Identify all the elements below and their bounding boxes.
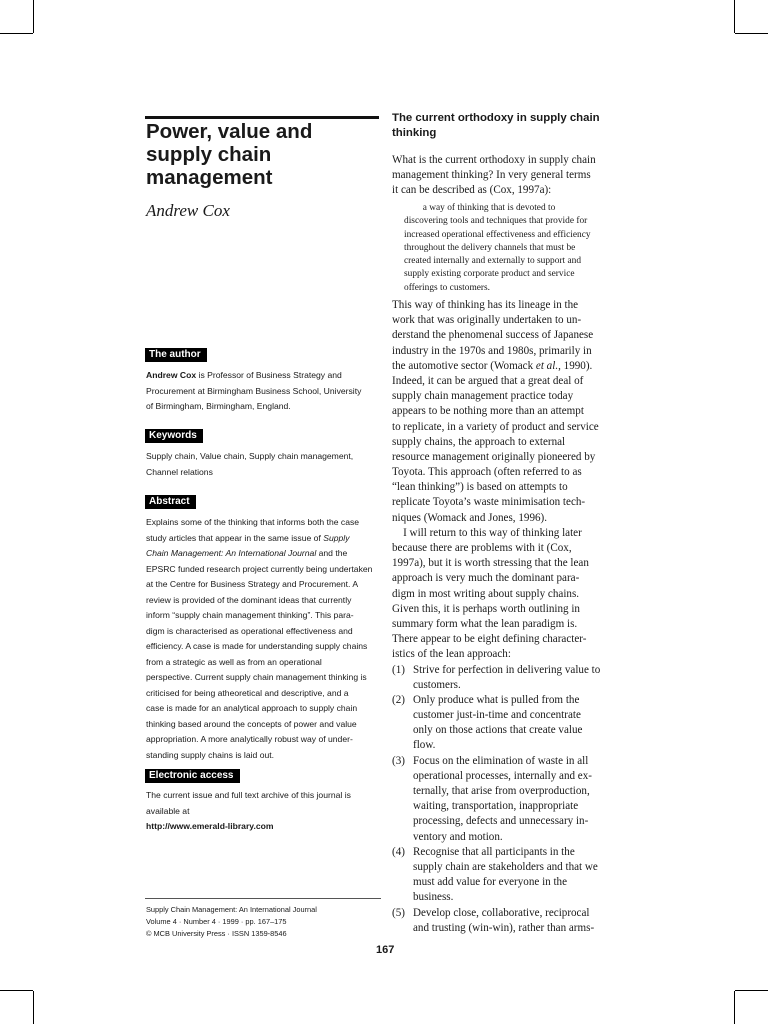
list-item: (4) Recognise that all participants in the xyxy=(392,845,575,858)
crop-mark xyxy=(33,0,34,33)
crop-mark xyxy=(734,0,735,33)
list-item-cont: operational processes, internally and ex- xyxy=(413,769,592,782)
author-section-label: The author xyxy=(145,348,207,362)
crop-mark xyxy=(0,33,33,34)
list-item: (2) Only produce what is pulled from the xyxy=(392,693,580,706)
list-item: (5) Develop close, collaborative, reciprocal xyxy=(392,906,590,919)
crop-mark xyxy=(734,991,735,1024)
keywords-text: Supply chain, Value chain, Supply chain management, Channel relations xyxy=(146,451,354,477)
list-item-cont: waiting, transportation, inappropriate xyxy=(413,800,579,813)
title-rule xyxy=(145,116,379,119)
crop-mark xyxy=(735,33,768,34)
journal-footer xyxy=(146,904,317,940)
abstract-text: Explains some of the thinking that informs both the case study articles that appear in the same issue of Supply Chain Management: An International Journal and the EPSRC funded research project currently being undertaken at the Centre for Business Strategy and Procurement. A review is provided of the dominant ideas that currently inform “supply chain management thinking”. This para- digm is characterised as operational effectiveness and efficiency. A case is made for understanding supply chains from a strategic as well as from an operational perspective. Current supply chain management thinking is criticised for being atheoretical and descriptive, and a case is made for an analytical approach to supply chain thinking based around the concepts of power and value appropriation. A more analytically robust way of under- standing supply chains is laid out. xyxy=(146,517,373,760)
list-item-cont: flow. xyxy=(413,739,436,752)
list-item-cont: must add value for everyone in the xyxy=(413,876,568,889)
footer-rule xyxy=(145,898,381,899)
list-item-cont: customer just-in-time and concentrate xyxy=(413,709,581,722)
page-number: 167 xyxy=(376,944,395,956)
title-line: management xyxy=(146,166,273,189)
footer-journal: Supply Chain Management: An International Journal xyxy=(146,905,317,914)
list-item: (3) Focus on the elimination of waste in all xyxy=(392,754,589,767)
list-item-cont: business. xyxy=(413,891,454,904)
electronic-access-label: Electronic access xyxy=(145,769,240,783)
list-item-cont: only on those actions that create value xyxy=(413,724,583,737)
copyright-icon: © xyxy=(146,929,152,938)
author-bio: Andrew Cox is Professor of Business Strategy and Procurement at Birmingham Business School, University of Birmingham, Birmingham, England. xyxy=(146,370,362,411)
paper-title xyxy=(146,120,378,189)
abstract-section-label: Abstract xyxy=(145,495,196,509)
list-item-cont: ternally, that arise from overproduction, xyxy=(413,785,590,797)
list-item-cont: customers. xyxy=(413,678,461,691)
body-paragraph: This way of thinking has its lineage in the work that was originally undertaken to un- derstand the phenomenal success of Japanese industry in the 1970s and 1980s, primarily in the automotive sector (Womack et al., 1990). Indeed, it can be argued that a great deal of supply chain management practice today appears to be nothing more than an attempt to replicate, in a variety of product and service supply chains, the approach to external resource management originally pioneered by Toyota. This approach (often referred to as “lean thinking”) is based on attempts to replicate Toyota’s waste minimisation tech- niques (Womack and Jones, 1996). I will return to this way of thinking later because there are problems with it (Cox, 1997a), but it is worth stressing that the lean approach is very much the dominant para- digm in most writing about supply chains. Given this, it is perhaps worth outlining in summary form what the lean paradigm is. There appear to be eight defining character- istics of the lean approach: (1) Strive for perfection in delivering value to customers. (2) Only produce what is pulled from the customer just-in-time and concentrate only on those actions that create value flow. (3) Focus on the elimination of waste in all operational processes, internally and ex- ternally, that arise from overproduction, waiting, transportation, inappropriate processing, defects and unnecessary in- ventory and motion. (4) Recognise that all participants in the supply chain are stakeholders and that we must add value for everyone in the business. (5) Develop close, collaborative, reciprocal and trusting (win-win), rather than arms- xyxy=(392,298,632,936)
list-item: (1) Strive for perfection in delivering value to xyxy=(392,663,601,676)
footer-volume: Volume 4 · Number 4 · 1999 · pp. 167–175 xyxy=(146,917,287,926)
electronic-access-text: The current issue and full text archive of this journal is available at http://www.emerald-library.com xyxy=(146,790,351,831)
intro-paragraph: What is the current orthodoxy in supply chain management thinking? In very general terms it can be described as (Cox, 1997a): xyxy=(392,154,596,197)
title-line: supply chain xyxy=(146,143,272,166)
crop-mark xyxy=(33,991,34,1024)
journal-url-link[interactable]: http://www.emerald-library.com xyxy=(146,821,274,831)
list-item-cont: processing, defects and unnecessary in- xyxy=(413,815,589,828)
list-item-cont: and trusting (win-win), rather than arms- xyxy=(413,921,595,934)
author-bio-name: Andrew Cox xyxy=(146,370,197,380)
list-item-cont: ventory and motion. xyxy=(413,830,503,843)
title-line: Power, value and xyxy=(146,120,313,143)
crop-mark xyxy=(735,990,768,991)
list-item-cont: supply chain are stakeholders and that we xyxy=(413,860,598,873)
section-heading: The current orthodoxy in supply chain thinking xyxy=(392,112,600,139)
keywords-section-label: Keywords xyxy=(145,429,203,443)
author-name: Andrew Cox xyxy=(146,201,230,220)
footer-copyright: © MCB University Press · ISSN 1359-8546 xyxy=(146,929,287,938)
block-quote: a way of thinking that is devoted to discovering tools and techniques that provide for increased operational effectiveness and efficiency throughout the delivery channels that must be created internally and externally to support and supply existing corporate product and service offerings to customers. xyxy=(404,203,591,293)
crop-mark xyxy=(0,990,33,991)
